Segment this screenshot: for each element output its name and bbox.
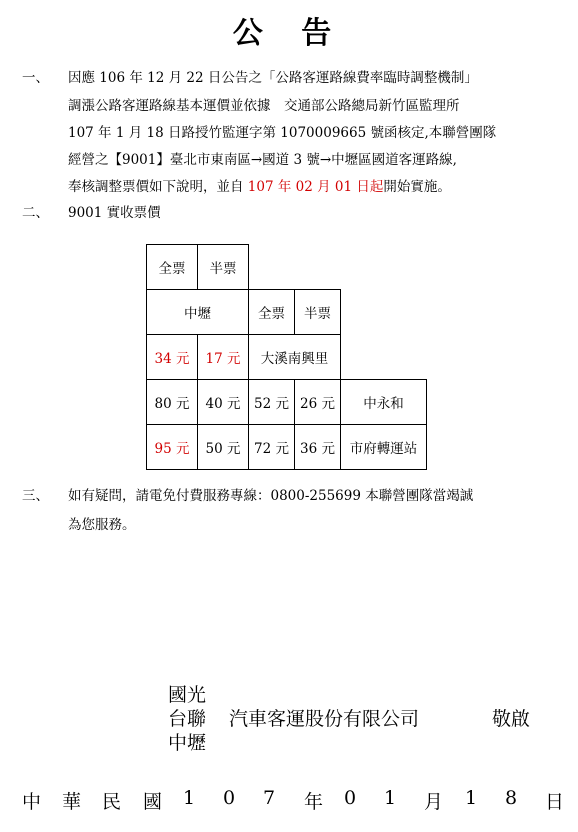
fare-header-full-2: 全票 — [249, 290, 295, 335]
section-1-line-3: 107 年 1 月 18 日路授竹監運字第 1070009665 號函核定,本聯營團隊 — [68, 125, 497, 141]
fare-half-cell: 36 元 — [295, 425, 341, 470]
fare-full-cell: 72 元 — [249, 425, 295, 470]
table-row — [147, 425, 427, 470]
date-char: 0 — [344, 787, 357, 809]
fare-table — [146, 244, 427, 470]
fare-half-cell: 17 元 — [198, 335, 249, 380]
effective-date-highlight: 107 年 02 月 01 日起 — [247, 179, 384, 195]
section-2-title: 9001 實收票價 — [68, 205, 161, 221]
fare-full-cell: 52 元 — [249, 380, 295, 425]
date-char: 1 — [384, 787, 397, 809]
section-1-line-4: 經營之【9001】臺北市東南區→國道 3 號→中壢區國道客運路線, — [68, 152, 457, 168]
table-row — [147, 380, 427, 425]
fare-full-cell: 80 元 — [147, 380, 198, 425]
company-name-2: 台聯 — [168, 708, 207, 730]
table-blank — [249, 245, 427, 290]
fare-half-cell: 26 元 — [295, 380, 341, 425]
fare-half-cell: 50 元 — [198, 425, 249, 470]
company-name-3: 中壢 — [168, 732, 207, 754]
stop-name: 市府轉運站 — [341, 425, 427, 470]
fare-header-full: 全票 — [147, 245, 198, 290]
company-suffix: 汽車客運股份有限公司 — [229, 708, 420, 730]
section-1-line-2: 調漲公路客運路線基本運價並依據 交通部公路總局新竹區監理所 — [68, 98, 460, 114]
date-char: 中 — [22, 791, 42, 813]
fare-full-cell: 95 元 — [147, 425, 198, 470]
fare-header-half: 半票 — [198, 245, 249, 290]
line-5-pre: 奉核調整票價如下說明，並自 — [68, 179, 248, 195]
section-3-line-1: 如有疑問，請電免付費服務專線：0800-255699 本聯營團隊當竭誠 — [68, 488, 474, 504]
origin-stop: 中壢 — [147, 290, 249, 335]
section-2-number: 二、 — [22, 205, 49, 221]
table-row — [147, 245, 427, 290]
section-1-line-1: 因應 106 年 12 月 22 日公告之「公路客運路線費率臨時調整機制」 — [68, 70, 478, 86]
section-1-line-5 — [68, 175, 451, 195]
section-3-line-2: 為您服務。 — [68, 517, 136, 533]
date-char: 1 — [465, 787, 478, 809]
date-char: 華 — [62, 791, 82, 813]
section-1-number: 一、 — [22, 70, 49, 86]
date-char: 1 — [183, 787, 196, 809]
closing-text: 敬啟 — [492, 708, 531, 730]
date-char: 國 — [143, 791, 163, 813]
page-title: 公 告 — [232, 16, 346, 51]
date-char: 8 — [505, 787, 518, 809]
table-row — [147, 335, 427, 380]
date-char: 日 — [545, 791, 565, 813]
company-name-1: 國光 — [168, 684, 207, 706]
date-char: 月 — [424, 791, 444, 813]
section-3-number: 三、 — [22, 488, 49, 504]
date-char: 7 — [263, 787, 276, 809]
fare-half-cell: 40 元 — [198, 380, 249, 425]
date-char: 民 — [102, 791, 122, 813]
fare-header-half-2: 半票 — [295, 290, 341, 335]
stop-name: 大溪南興里 — [249, 335, 341, 380]
table-row — [147, 290, 427, 335]
date-char: 年 — [304, 791, 324, 813]
table-blank — [341, 290, 427, 335]
stop-name: 中永和 — [341, 380, 427, 425]
line-5-post: 開始實施。 — [383, 179, 451, 195]
date-char: 0 — [223, 787, 236, 809]
table-blank — [341, 335, 427, 380]
fare-full-cell: 34 元 — [147, 335, 198, 380]
